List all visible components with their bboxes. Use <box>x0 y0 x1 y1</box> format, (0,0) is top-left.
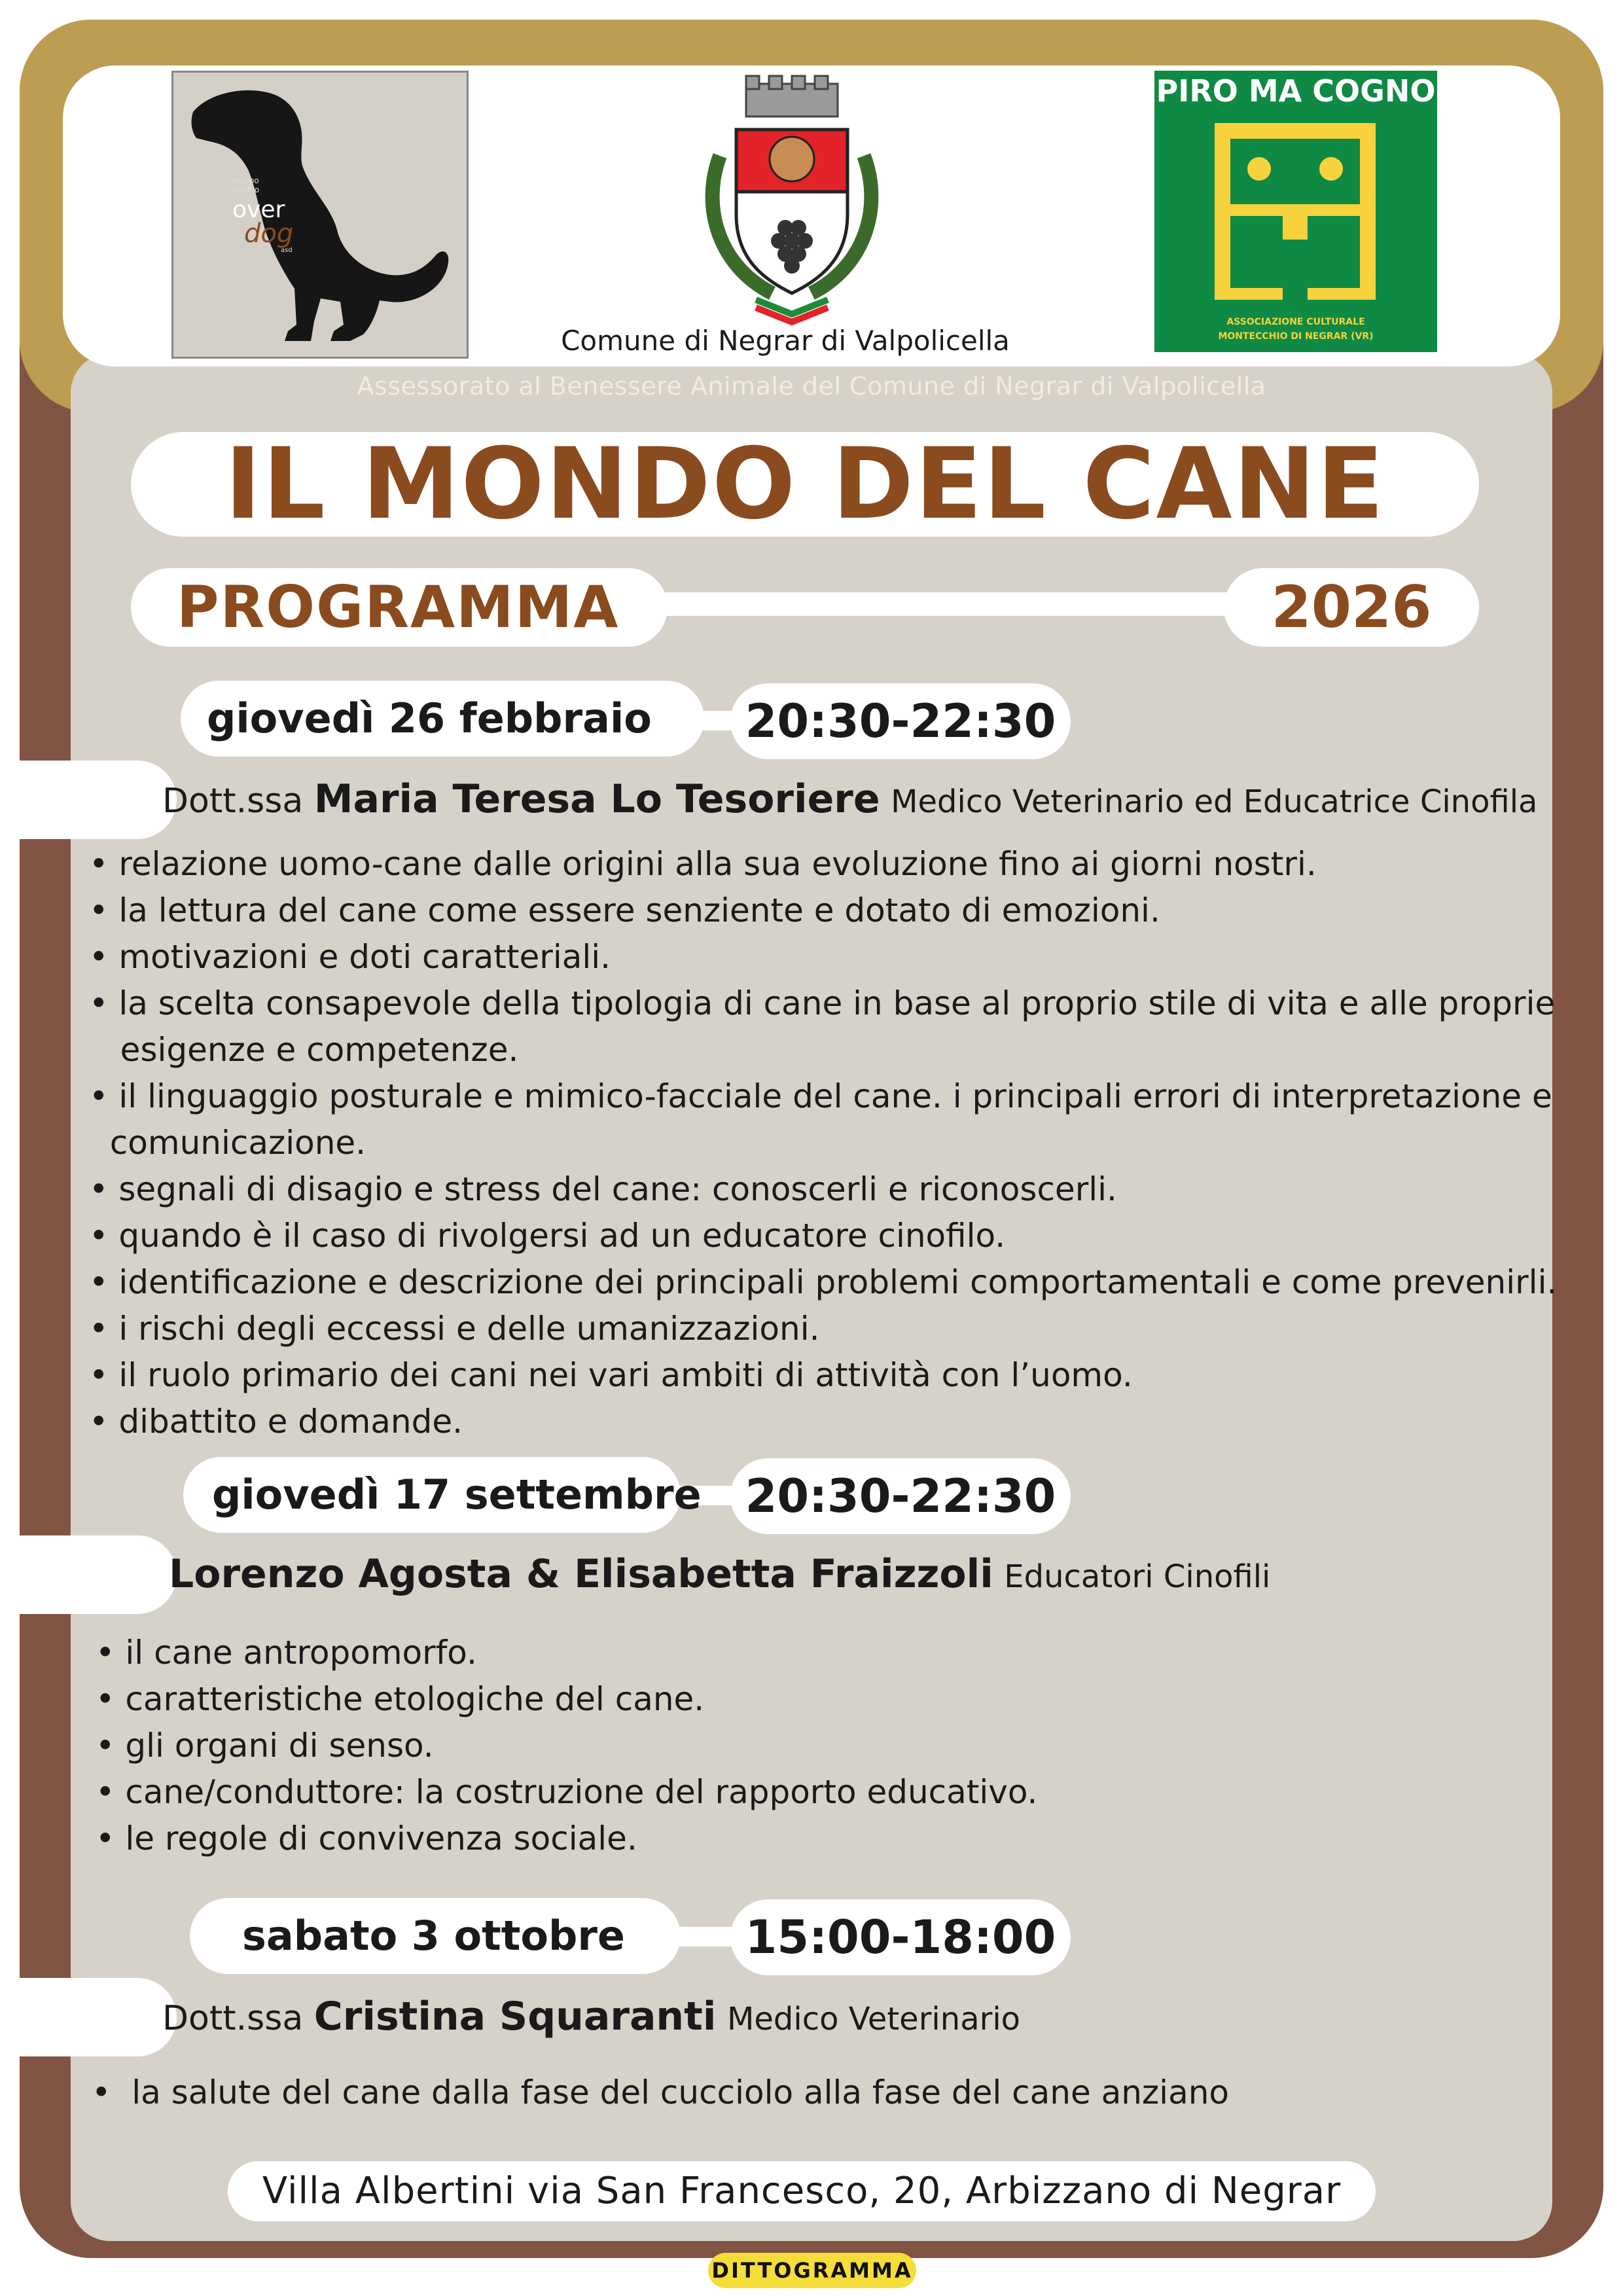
topic-item: • identificazione e descrizione dei principali problemi comportamentali e come prevenirli. <box>89 1263 1558 1301</box>
topic-item: • cane/conduttore: la costruzione del rapporto educativo. <box>96 1773 1038 1811</box>
session-3-speaker-prefix: Dott.ssa <box>162 1999 304 2038</box>
topic-item: • il linguaggio posturale e mimico-facciale del cane. i principali errori di interpretazione e <box>89 1077 1552 1115</box>
topic-item: • segnali di disagio e stress del cane: conoscerli e riconoscerli. <box>89 1170 1117 1208</box>
event-title: IL MONDO DEL CANE <box>224 427 1385 541</box>
comune-crest <box>694 71 890 326</box>
session-1-speaker-name: Maria Teresa Lo Tesoriere <box>313 776 880 822</box>
overdog-asd-text: asd <box>281 247 293 254</box>
session-2-time: 20:30-22:30 <box>745 1469 1056 1523</box>
topic-item: • la salute del cane dalla fase del cucciolo alla fase del cane anziano <box>92 2073 1229 2111</box>
session-1-date: giovedì 26 febbraio <box>207 694 652 742</box>
coat-of-arms-icon <box>694 71 890 326</box>
dog-silhouette-icon <box>173 73 467 357</box>
session-3-topics <box>92 2070 1229 2116</box>
year-label: 2026 <box>1271 573 1432 641</box>
venue-address: Villa Albertini via San Francesco, 20, Arbizzano di Negrar <box>262 2170 1342 2212</box>
overdog-dog-text: dog <box>244 219 294 249</box>
credit-label: grafica: <box>614 2259 704 2284</box>
session-1-topics <box>89 841 1557 1445</box>
programma-label: PROGRAMMA <box>177 573 620 641</box>
assessorato-line: Assessorato al Benessere Animale del Comune di Negrar di Valpolicella <box>357 372 1266 401</box>
overdog-over-text: over <box>232 196 285 223</box>
session-2-speaker-name: Lorenzo Agosta & Elisabetta Fraizzoli <box>169 1551 993 1597</box>
credit-suffix: .com <box>925 2259 982 2284</box>
overdog-logo <box>171 71 469 359</box>
piro-ma-cogno-logo <box>1154 71 1437 352</box>
topic-item: • la scelta consapevole della tipologia di cane in base al proprio stile di vita e alle proprie <box>89 984 1556 1022</box>
topic-item: • caratteristiche etologiche del cane. <box>96 1680 705 1718</box>
session-2-speaker-tab <box>20 1535 177 1614</box>
session-2-date: giovedì 17 settembre <box>212 1471 702 1518</box>
topic-item: • la lettura del cane come essere senziente e dotato di emozioni. <box>89 891 1160 929</box>
piro-emblem-icon <box>1154 71 1437 352</box>
session-1-speaker-role: Medico Veterinario ed Educatrice Cinofila <box>891 783 1538 820</box>
session-3-date: sabato 3 ottobre <box>242 1912 625 1960</box>
session-3-speaker <box>162 1994 1020 2039</box>
overdog-small-text: gruppo cinofilo <box>231 176 260 194</box>
topic-item: • i rischi degli eccessi e delle umanizzazioni. <box>89 1310 820 1348</box>
piro-title: PIRO MA COGNO <box>1156 73 1436 109</box>
topic-item: • motivazioni e doti caratteriali. <box>89 938 611 976</box>
session-3-time: 15:00-18:00 <box>745 1910 1056 1964</box>
piro-subtitle-2: MONTECCHIO DI NEGRAR (VR) <box>1218 331 1374 342</box>
topic-item: • gli organi di senso. <box>96 1727 434 1765</box>
topic-item: • quando è il caso di rivolgersi ad un educatore cinofilo. <box>89 1217 1006 1255</box>
comune-label: Comune di Negrar di Valpolicella <box>561 325 1010 357</box>
session-3-speaker-tab <box>20 1978 177 2056</box>
topic-item: esigenze e competenze. <box>89 1031 519 1069</box>
session-2-topics <box>96 1630 1037 1862</box>
topic-item: • le regole di convivenza sociale. <box>96 1820 637 1857</box>
piro-subtitle-1: ASSOCIAZIONE CULTURALE <box>1226 317 1365 327</box>
session-3-speaker-role: Medico Veterinario <box>726 2001 1021 2037</box>
session-1-speaker-tab <box>20 761 177 839</box>
topic-item: • relazione uomo-cane dalle origini alla sua evoluzione fino ai giorni nostri. <box>89 845 1317 883</box>
session-3-speaker-name: Cristina Squaranti <box>313 1994 717 2039</box>
topic-item: • il cane antropomorfo. <box>96 1634 477 1672</box>
session-2-speaker <box>169 1551 1270 1597</box>
session-2-speaker-role: Educatori Cinofili <box>1004 1558 1271 1595</box>
session-1-speaker-prefix: Dott.ssa <box>162 781 304 821</box>
dittogramma-logo: DITTOGRAMMA <box>708 2253 916 2288</box>
session-1-time: 20:30-22:30 <box>745 694 1056 748</box>
topic-item: • il ruolo primario dei cani nei vari ambiti di attività con l’uomo. <box>89 1356 1133 1394</box>
topic-item: • dibattito e domande. <box>89 1403 463 1441</box>
topic-item: comunicazione. <box>89 1124 366 1162</box>
session-1-speaker <box>162 776 1537 822</box>
